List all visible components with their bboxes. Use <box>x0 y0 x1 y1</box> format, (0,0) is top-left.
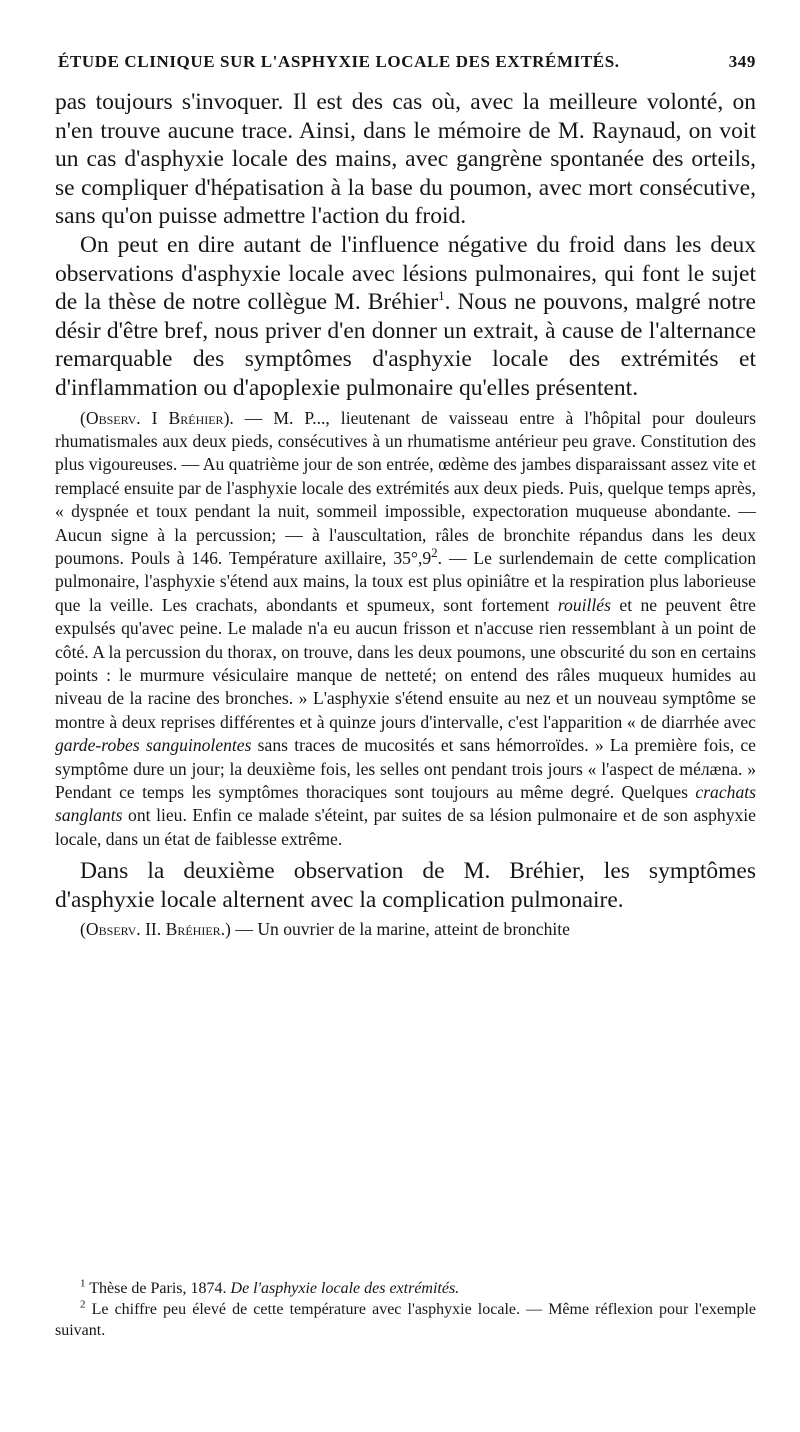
observation-1-text-e: ont lieu. Enfin ce malade s'éteint, par suites de sa lésion pulmonaire et de son asphyxie locale, dans un état de faiblesse extrême. <box>55 805 756 849</box>
footnote-1-text: Thèse de Paris, 1874. <box>85 1280 231 1297</box>
observation-1-text-c: et ne peuvent être expulsés qu'avec peine. Le malade n'a eu aucun frisson et n'accuse rien ressemblant à un point de côté. A la percussion du thorax, on trouve, dans les deux poumons, une obscurité du son en certains points : le murmure vésiculaire manque de netteté; on entend des râles muqueux humides au niveau de la racine des bronches. » L'asphyxie s'étend ensuite au nez et un nouveau symptôme se montre à deux reprises différentes et à quinze jours d'intervalle, c'est l'apparition « de diarrhée avec <box>55 594 756 732</box>
footnote-1-mark: 1 <box>80 1277 86 1290</box>
footnote-ref-2: 2 <box>431 545 438 561</box>
page-number: 349 <box>728 52 756 71</box>
footnote-2-mark: 2 <box>80 1298 86 1311</box>
footnote-1 <box>55 1278 756 1299</box>
footnote-2-text: Le chiffre peu élevé de cette température avec l'asphyxie locale. — Même réflexion pour l'exemple suivant. <box>55 1301 756 1339</box>
observation-2 <box>55 918 756 941</box>
observation-1 <box>55 407 756 852</box>
body-text <box>55 88 756 942</box>
footnote-1-italic: De l'asphyxie locale des extrémités. <box>230 1280 460 1297</box>
observation-1-text-a: — M. P..., lieutenant de vaisseau entre à l'hôpital pour douleurs rhumatismales aux deux pieds, consécutives à un rhumatisme antérieur peu grave. Constitution des plus vigoureuses. — Au quatrième jour de son entrée, œdème des jambes disparaissant assez vite et remplacé ensuite par de l'asphyxie locale des extrémités aux deux pieds. Puis, quelque temps après, « dyspnée et toux pendant la nuit, sommeil impossible, expectoration muqueuse abondante. — Aucun signe à la percussion; — à l'auscultation, râles de bronchite répandus dans les deux poumons. Pouls à 146. Température axillaire, 35°,9 <box>55 407 756 568</box>
observation-1-text-b: . — Le surlendemain de cette complication pulmonaire, l'asphyxie s'étend aux mains, la toux est plus opiniâtre et la respiration plus laborieuse que la veille. Les crachats, abondants et spumeux, sont fortement <box>55 547 756 615</box>
running-header <box>58 52 756 72</box>
footnotes <box>55 1278 756 1341</box>
observation-2-text-a: — Un ouvrier de la marine, atteint de bronchite <box>230 919 570 940</box>
observation-1-italic-3: crachats sanglants <box>55 782 756 826</box>
paragraph-2 <box>55 231 756 403</box>
observation-1-italic-2: garde-robes sanguinolentes <box>55 735 252 756</box>
footnote-ref-1: 1 <box>438 288 445 304</box>
observation-1-label: (Observ. I Bréhier). <box>80 407 234 428</box>
observation-1-text-d: sans traces de mucosités et sans hémorroïdes. » La première fois, ce symptôme dure un jour; la deuxième fois, les selles ont pendant trois jours « l'aspect de méлæna. » Pendant ce temps les symptômes thoraciques sont toujours au même degré. Quelques <box>55 735 756 803</box>
observation-2-label: (Observ. II. Bréhier.) <box>80 919 231 940</box>
observation-1-italic-1: rouillés <box>557 594 611 615</box>
paragraph-2-text-b: . Nous ne pouvons, malgré notre désir d'être bref, nous priver d'en donner un extrait, à cause de l'alternance remarquable des symptômes d'asphyxie locale des extrémités et d'inflammation ou d'apoplexie pulmonaire qu'elles présentent. <box>55 289 756 401</box>
paragraph-1: pas toujours s'invoquer. Il est des cas où, avec la meilleure volonté, on n'en trouve aucune trace. Ainsi, dans le mémoire de M. Raynaud, on voit un cas d'asphyxie locale des mains, avec gangrène spontanée des orteils, se compliquer d'hépatisation à la base du poumon, avec mort consécutive, sans qu'on puisse admettre l'action du froid. <box>55 89 756 230</box>
running-title: ÉTUDE CLINIQUE SUR L'ASPHYXIE LOCALE DES EXTRÉMITÉS. <box>58 52 620 71</box>
paragraph-3: Dans la deuxième observation de M. Bréhier, les symptômes d'asphyxie locale alternent avec la complication pulmonaire. <box>55 858 756 913</box>
footnote-2 <box>55 1299 756 1341</box>
paragraph-2-text-a: On peut en dire autant de l'influence négative du froid dans les deux observations d'asphyxie locale avec lésions pulmonaires, qui font le sujet de la thèse de notre collègue M. Bréhier <box>55 231 756 316</box>
